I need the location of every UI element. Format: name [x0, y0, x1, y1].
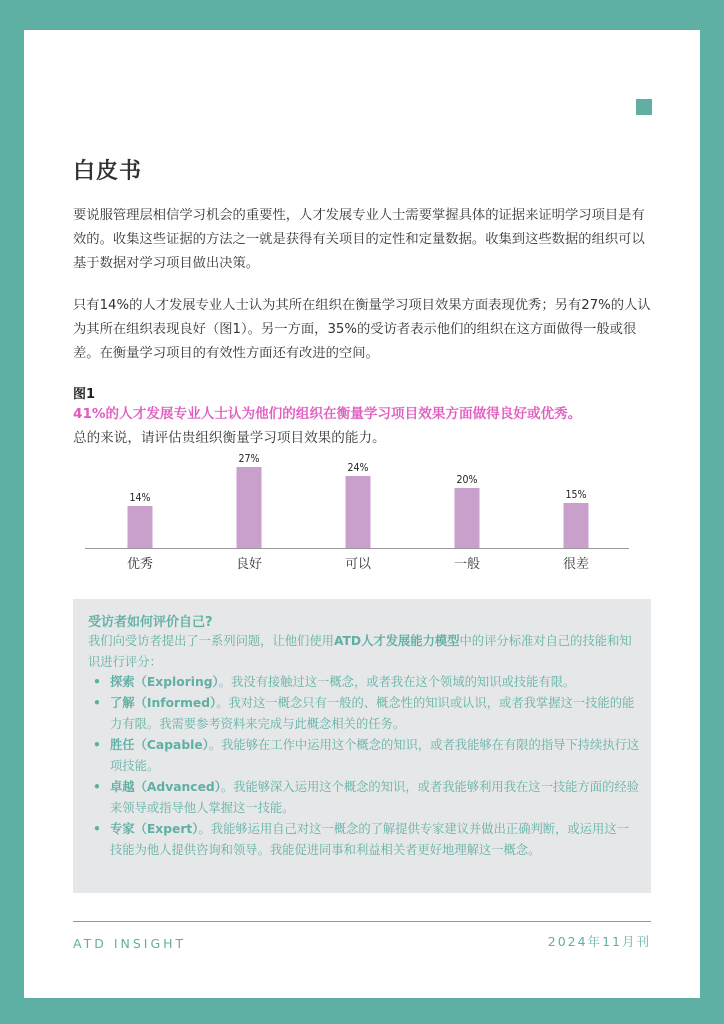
infobox-intro: [88, 631, 643, 673]
figure-highlight: 41%的人才发展专业人士认为他们的组织在衡量学习项目效果方面做得良好或优秀。: [73, 406, 582, 422]
level-list: [88, 672, 641, 861]
bar-4: [455, 488, 480, 548]
category-label: 可以: [344, 557, 372, 572]
bar-value-label: 20%: [456, 474, 478, 486]
category-label: 一般: [453, 557, 481, 572]
issue-date: 2024年11月刊: [547, 934, 651, 949]
level-term: 探索（Exploring）: [110, 675, 219, 689]
category-label: 良好: [235, 557, 263, 572]
corner-decoration: [636, 99, 652, 115]
bar-value-label: 24%: [347, 462, 369, 474]
bar-value-label: 14%: [129, 492, 151, 504]
bar-value-label: 27%: [238, 454, 260, 465]
level-item-advanced: [88, 777, 641, 819]
bullet: •: [93, 696, 101, 710]
bar-chart-svg: [85, 454, 629, 584]
intro-model-name: ATD人才发展能力模型: [333, 634, 460, 648]
page-title: 白皮书: [73, 159, 143, 184]
publication-name: ATD INSIGHT: [73, 936, 187, 951]
level-item-expert: [88, 819, 641, 861]
intro-paragraph: 要说服管理层相信学习机会的重要性，人才发展专业人士需要掌握具体的证据来证明学习项目是有效的。收集这些证据的方法之一就是获得有关项目的定性和定量数据。收集到这些数据的组织可以基于数据对学习项目做出决策。: [73, 208, 645, 271]
level-term: 专家（Expert）: [110, 822, 199, 836]
level-term: 卓越（Advanced）: [110, 780, 221, 794]
bar-value-label: 15%: [565, 489, 587, 501]
level-desc: 。我能够深入运用这个概念的知识，或者我能够利用我在这一技能方面的经验来领导或指导他人掌握这一技能。: [110, 780, 639, 815]
category-label: 优秀: [126, 557, 154, 572]
intro-text-after: 中的评分标准对自己的技能和知识进行评分：: [88, 634, 632, 669]
bar-2: [237, 467, 262, 548]
category-label: 很差: [562, 557, 590, 572]
bullet: •: [93, 822, 101, 836]
bar-1: [128, 506, 153, 548]
level-desc: 。我没有接触过这一概念，或者我在这个领域的知识或技能有限。: [218, 675, 576, 689]
figure-question: 总的来说，请评估贵组织衡量学习项目效果的能力。: [73, 430, 386, 446]
infobox-title: 受访者如何评价自己?: [88, 615, 213, 630]
bar-3: [346, 476, 371, 548]
level-desc: 。我能够在工作中运用这个概念的知识，或者我能够在有限的指导下持续执行这项技能。: [110, 738, 640, 773]
bar-chart: [85, 454, 629, 584]
level-item-exploring: [88, 672, 641, 693]
level-item-informed: [88, 693, 641, 735]
self-rating-box: [73, 599, 651, 893]
stats-paragraph: 只有14%的人才发展专业人士认为其所在组织在衡量学习项目效果方面表现优秀；另有27%的人认为其所在组织表现良好（图1）。另一方面，35%的受访者表示他们的组织在这方面做得一般或很差。在衡量学习项目的有效性方面还有改进的空间。: [73, 298, 651, 361]
intro-text-before: 我们向受访者提出了一系列问题，让他们使用: [88, 634, 334, 648]
level-term: 胜任（Capable）: [110, 738, 209, 752]
level-desc: 。我对这一概念只有一般的、概念性的知识或认识，或者我掌握这一技能的能力有限。我需要参考资料来完成与此概念相关的任务。: [110, 696, 635, 731]
figure-label: 图1: [73, 387, 96, 402]
page: [24, 30, 700, 998]
level-term: 了解（Informed）: [110, 696, 217, 710]
footer-divider: [73, 921, 651, 922]
level-item-capable: [88, 735, 641, 777]
bullet: •: [93, 780, 101, 794]
bullet: •: [93, 675, 101, 689]
bar-5: [564, 503, 589, 548]
bullet: •: [93, 738, 101, 752]
level-desc: 。我能够运用自己对这一概念的了解提供专家建议并做出正确判断，或运用这一技能为他人提供咨询和领导。我能促进同事和利益相关者更好地理解这一概念。: [110, 822, 629, 857]
